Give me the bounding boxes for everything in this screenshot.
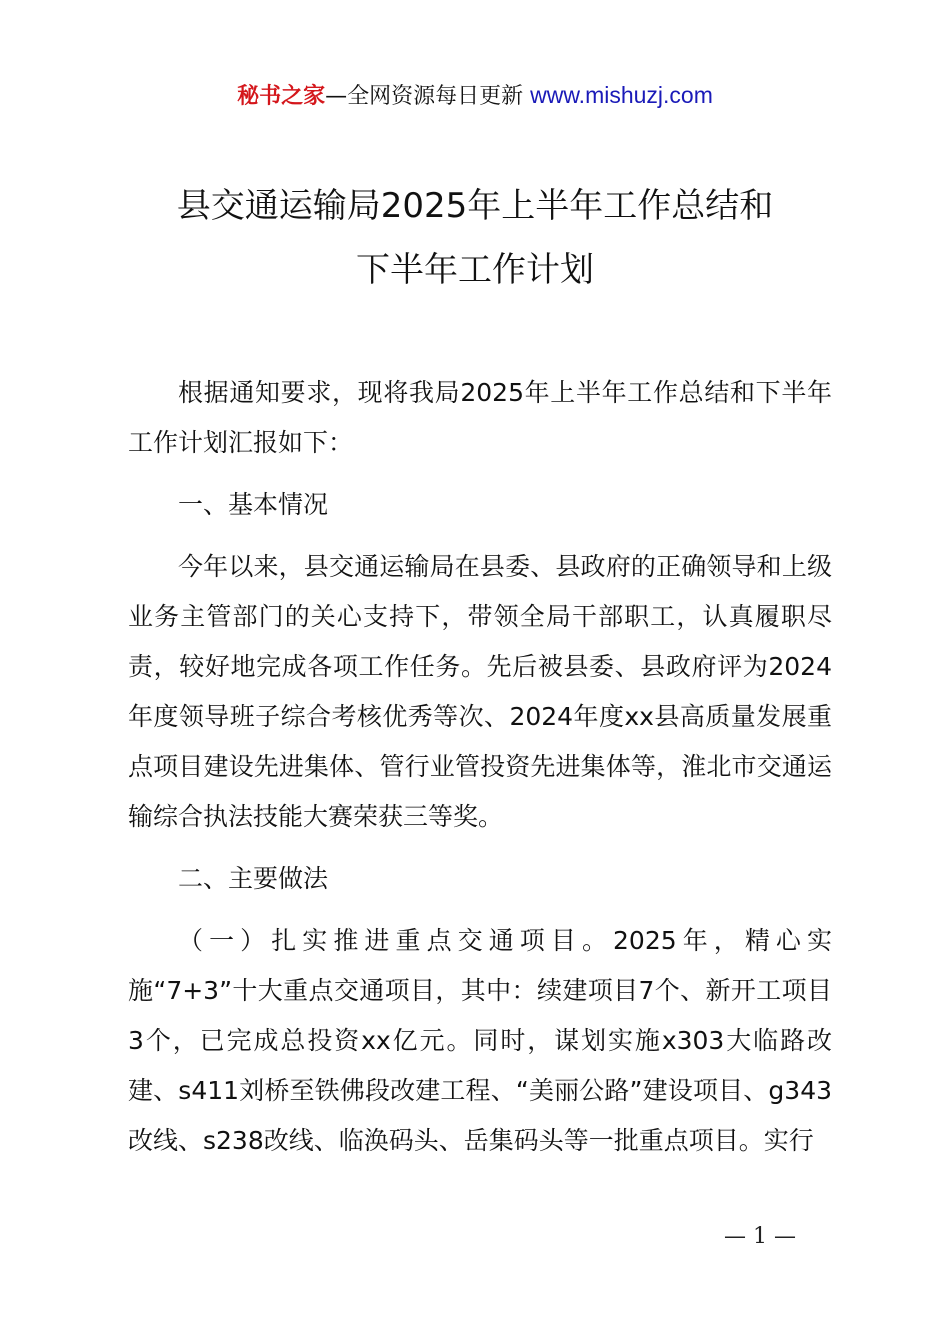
section-heading-main-practices: 二、主要做法 — [178, 864, 329, 893]
basic-situation-paragraph: 今年以来，县交通运输局在县委、县政府的正确领导和上级业务主管部门的关心支持下，带领全局干部职工，认真履职尽责，较好地完成各项工作任务。先后被县委、县政府评为2024年度领导班子综合考核优秀等次、2024年度xx县高质量发展重点项目建设先进集体、管行业管投资先进集体等，淮北市交通运输综合执法技能大赛荣获三等奖。 — [128, 552, 832, 831]
brand-name: 秘书之家 — [237, 84, 326, 109]
key-projects-paragraph: （一）扎实推进重点交通项目。2025年，精心实施“7+3”十大重点交通项目，其中：续建项目7个、新开工项目3个，已完成总投资xx亿元。同时，谋划实施x303大临路改建、s411刘桥至铁佛段改建工程、“美丽公路”建设项目、g343改线、s238改线、临涣码头、岳集码头等一批重点项目。实行 — [128, 926, 832, 1155]
document-title-line-1: 县交通运输局2025年上半年工作总结和 — [176, 186, 774, 226]
page-number: — 1 — — [724, 1224, 796, 1249]
intro-paragraph: 根据通知要求，现将我局2025年上半年工作总结和下半年工作计划汇报如下： — [128, 378, 832, 457]
section-heading-basic-situation: 一、基本情况 — [178, 490, 329, 519]
document-body — [128, 368, 832, 1166]
banner-slogan: —全网资源每日更新 — [325, 84, 524, 109]
site-url-link[interactable]: www.mishuzj.com — [530, 82, 713, 108]
document-title-line-2: 下半年工作计划 — [356, 250, 594, 290]
site-banner — [0, 78, 950, 114]
